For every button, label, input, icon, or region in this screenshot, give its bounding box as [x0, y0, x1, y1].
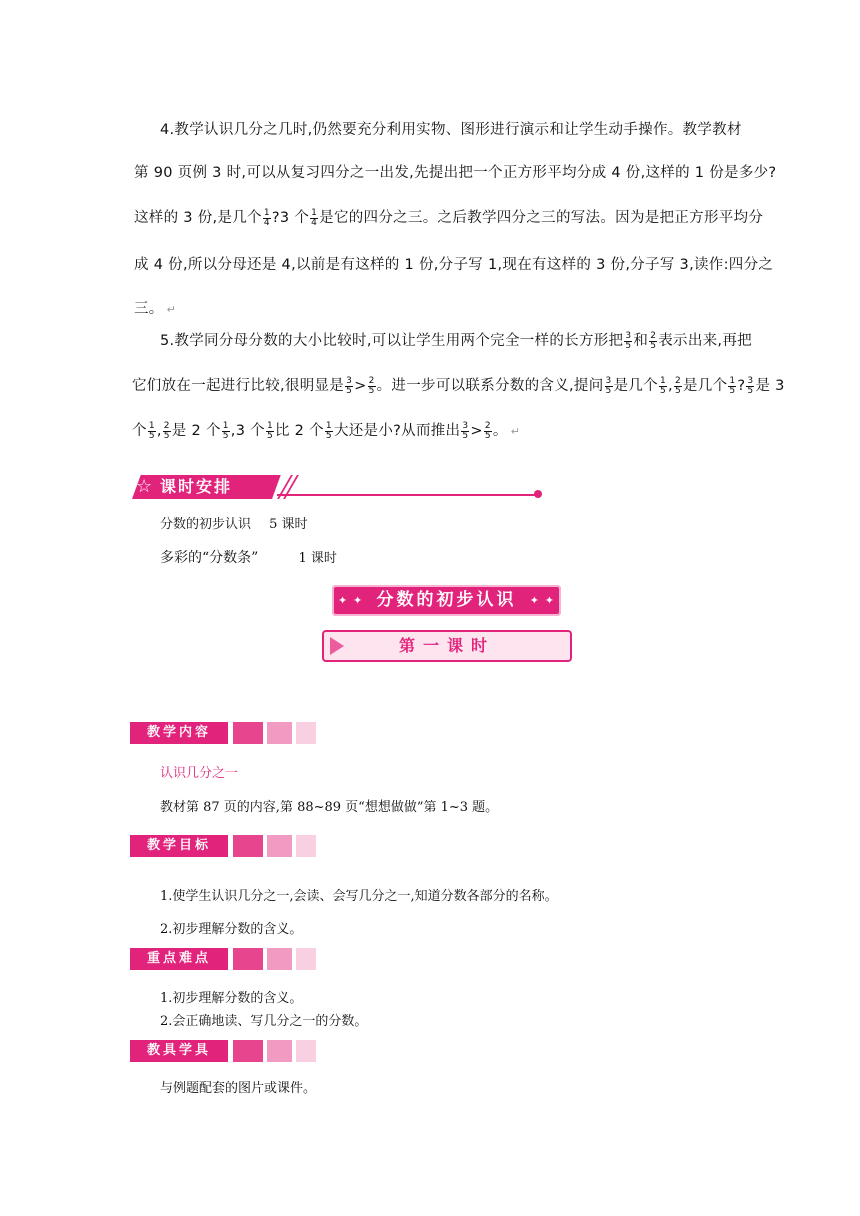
para5-line1: 5.教学同分母分数的大小比较时,可以让学生用两个完全一样的长方形把 $\frac{3}{5}$ 和 $\frac{2}{5}$ 表示出来,再把: [160, 330, 752, 351]
fraction-2-5: $\frac{2}{5}$: [368, 375, 375, 396]
section-label: 重点难点: [130, 948, 228, 970]
decor-square: [233, 948, 263, 970]
section-label: 教学内容: [130, 722, 228, 744]
schedule-hours: 1 课时: [298, 551, 337, 566]
content-subtitle: 认识几分之一: [160, 766, 239, 781]
para4-line2: 第 90 页例 3 时,可以从复习四分之一出发,先提出把一个正方形平均分成 4 份,这样的 1 份是多少?: [134, 165, 777, 181]
fraction-2-5: $\frac{2}{5}$: [163, 420, 170, 441]
para4-line4: 成 4 份,所以分母还是 4,以前是有这样的 1 份,分子写 1,现在有这样的 3 份,分子写 3,读作:四分之: [134, 257, 774, 273]
section-header-key: [130, 948, 320, 974]
schedule-hours: 5 课时: [269, 517, 308, 532]
decor-square: [233, 722, 263, 744]
decor-square: [267, 1040, 292, 1062]
para5-line3: 个 $\frac{1}{5}$ , $\frac{2}{5}$ 是 2 个 $\frac{1}{5}$ ,3 个 $\frac{1}{5}$ 比 2 个 $\frac{1}{5}$ 大还是小?从而推出 $\frac{3}{5}$ > $\frac{2}{5}$ 。 ↵: [132, 420, 521, 441]
decor-square: [233, 835, 263, 857]
fraction-2-5: $\frac{2}{5}$: [674, 375, 681, 396]
key-item: 2.会正确地读、写几分之一的分数。: [160, 1014, 368, 1029]
fraction-2-5: $\frac{2}{5}$: [484, 420, 491, 441]
fraction-2-5: $\frac{2}{5}$: [650, 330, 657, 351]
fraction-1-5: $\frac{1}{5}$: [325, 420, 332, 441]
fraction-3-5: $\frac{3}{5}$: [747, 375, 754, 396]
unit-title-text: 分数的初步认识: [376, 590, 517, 610]
decor-square: [296, 835, 316, 857]
decor-square: [267, 835, 292, 857]
decor-square: [296, 948, 316, 970]
lesson-title-text: 第一课时: [398, 636, 495, 655]
unit-title: [332, 585, 561, 616]
decor-square: [296, 722, 316, 744]
fraction-1-5: $\frac{1}{5}$: [222, 420, 229, 441]
fraction-3-5: $\frac{3}{5}$: [462, 420, 469, 441]
sparkle-icon: ✦ ✦: [338, 594, 364, 607]
para4-line3: 这样的 3 份,是几个 $\frac{1}{4}$ ?3 个 $\frac{1}{4}$ 是它的四分之三。之后教学四分之三的写法。因为是把正方形平均分: [134, 207, 764, 228]
return-mark-icon: ↵: [510, 425, 521, 438]
banner-line: [277, 494, 539, 496]
para4-line1: 4.教学认识几分之几时,仍然要充分利用实物、图形进行演示和让学生动手操作。教学教材: [160, 122, 742, 138]
fraction-1-4: $\frac{1}{4}$: [311, 207, 318, 228]
triangle-icon: [330, 637, 344, 655]
fraction-3-5: $\frac{3}{5}$: [605, 375, 612, 396]
banner-dot: [534, 490, 542, 498]
goal-item: 2.初步理解分数的含义。: [160, 922, 303, 937]
tools-text: 与例题配套的图片或课件。: [160, 1081, 317, 1096]
section-header-content: [130, 722, 320, 748]
section-label: 教学目标: [130, 835, 228, 857]
fraction-1-5: $\frac{1}{5}$: [266, 420, 273, 441]
fraction-1-5: $\frac{1}{5}$: [729, 375, 736, 396]
banner-title: 课时安排: [160, 477, 233, 496]
content-text: 教材第 87 页的内容,第 88~89 页“想想做做”第 1~3 题。: [160, 800, 499, 815]
decor-square: [267, 722, 292, 744]
decor-square: [233, 1040, 263, 1062]
decor-square: [296, 1040, 316, 1062]
section-header-goals: [130, 835, 320, 861]
decor-square: [267, 948, 292, 970]
lesson-title: [322, 630, 572, 662]
section-header-tools: [130, 1040, 320, 1066]
fraction-3-5: $\frac{3}{5}$: [346, 375, 353, 396]
star-icon: ☆: [136, 476, 153, 497]
para4-line5: 三。 ↵: [134, 301, 177, 317]
schedule-name: 多彩的“分数条”: [160, 550, 259, 566]
fraction-1-4: $\frac{1}{4}$: [263, 207, 270, 228]
para5-line2: 它们放在一起进行比较,很明显是 $\frac{3}{5}$ > $\frac{2}{5}$ 。进一步可以联系分数的含义,提问 $\frac{3}{5}$ 是几个 $\frac{1}{5}$ , $\frac{2}{5}$ 是几个 $\frac{1}{5}$ ? $\frac{3}{5}$ 是 3: [132, 375, 785, 396]
fraction-3-5: $\frac{3}{5}$: [625, 330, 632, 351]
section-label: 教具学具: [130, 1040, 228, 1062]
schedule-row: [160, 513, 308, 532]
schedule-row: [160, 547, 337, 567]
fraction-1-5: $\frac{1}{5}$: [148, 420, 155, 441]
schedule-name: 分数的初步认识: [160, 517, 252, 532]
fraction-1-5: $\frac{1}{5}$: [659, 375, 667, 396]
sparkle-icon: ✦ ✦: [529, 594, 555, 607]
schedule-banner: [132, 475, 417, 501]
return-mark-icon: ↵: [166, 303, 177, 316]
key-item: 1.初步理解分数的含义。: [160, 991, 303, 1006]
goal-item: 1.使学生认识几分之一,会读、会写几分之一,知道分数各部分的名称。: [160, 889, 558, 904]
